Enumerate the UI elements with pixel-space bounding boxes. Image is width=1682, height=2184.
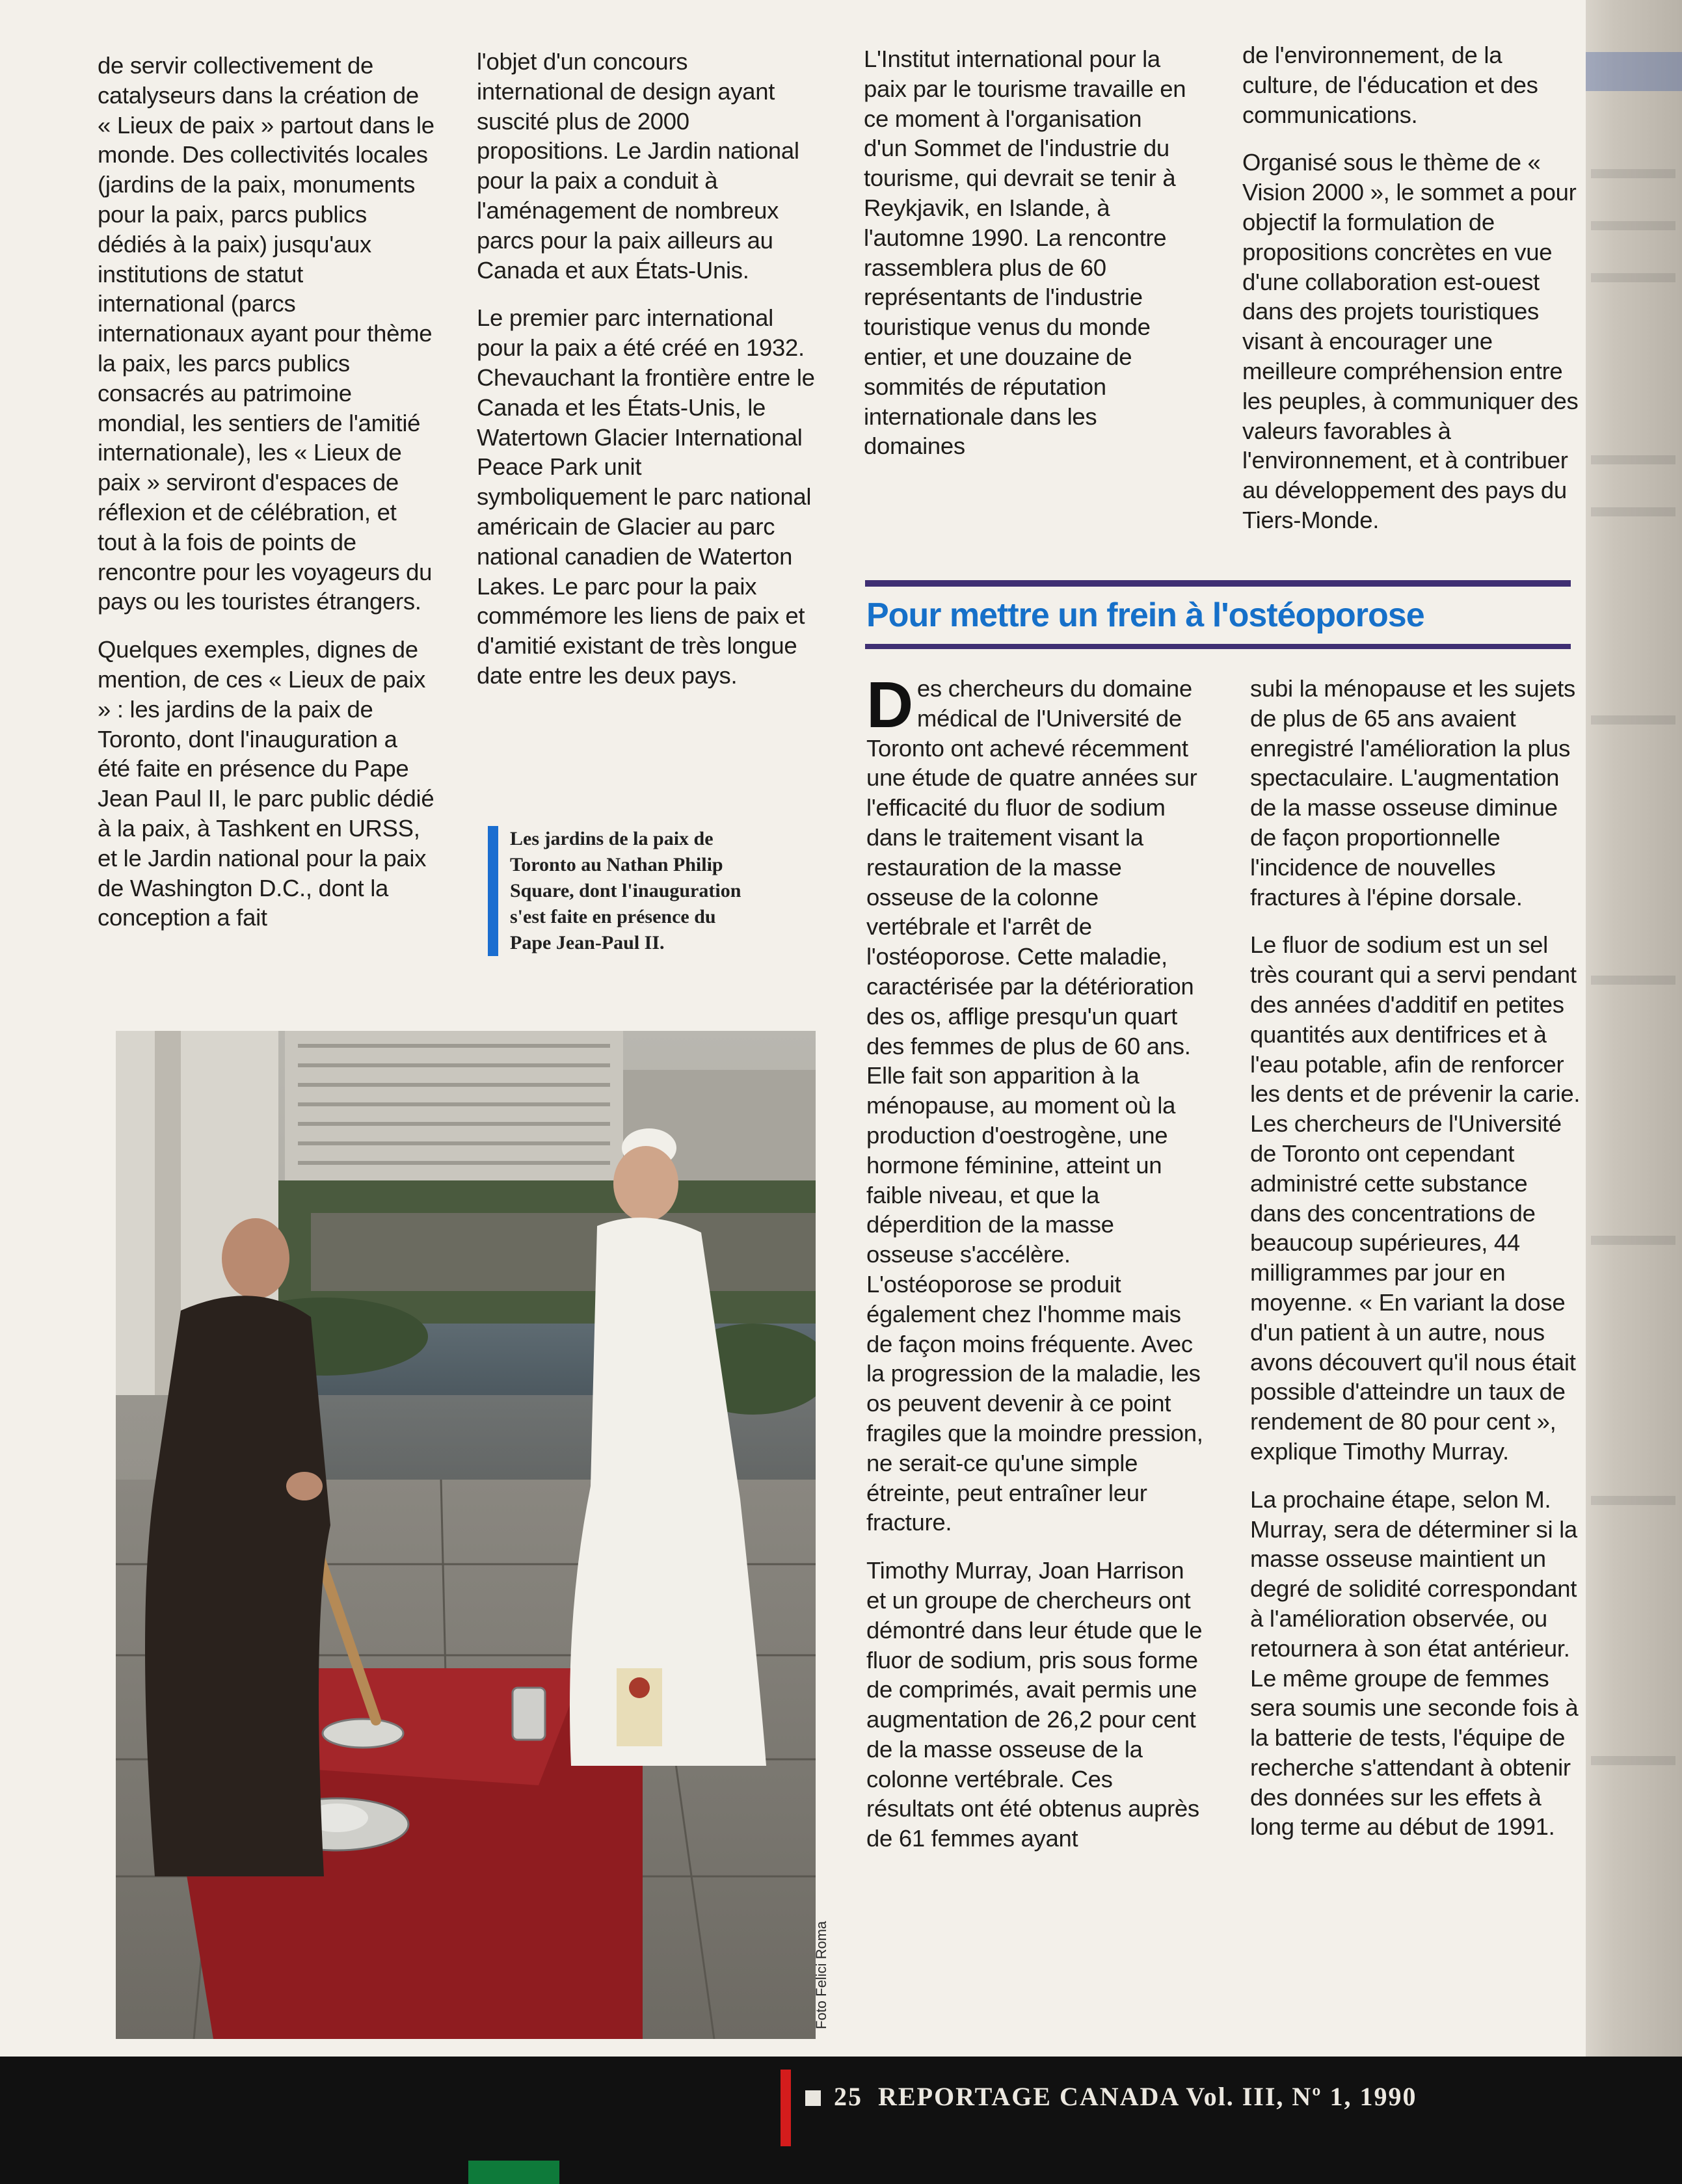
photo-illustration — [116, 1031, 816, 2039]
photo-credit: Foto Felici Roma — [813, 1921, 829, 2029]
next-page-blue-block — [1586, 52, 1682, 91]
paragraph: l'objet d'un concours international de design ayant suscité plus de 2000 propositions. Le Jardin national pour la paix a conduit à l'aménagement de nombreux parcs pour la paix ailleurs au Canada et aux États-Unis. — [477, 48, 799, 284]
paragraph: de l'environnement, de la culture, de l'éducation et des communications. — [1242, 42, 1538, 128]
paragraph: Quelques exemples, dignes de mention, de ces « Lieux de paix » : les jardins de la paix de Toronto, dont l'inauguration a été faite en présence du Pape Jean Paul II, le parc public dédié à la paix, à Tashkent en URSS, et le Jardin national pour la paix de Washington D.C., dont la conception a fait — [98, 636, 434, 931]
next-page-text-line — [1591, 715, 1675, 725]
footer-folio — [834, 2081, 1417, 2112]
footer-red-mark — [781, 2070, 791, 2146]
paragraph-text: es chercheurs du domaine médical de l'Université de Toronto ont achevé récemment une étude de quatre années sur l'efficacité du fluor de sodium dans le traitement visant la restauration de la masse osseuse de la colonne vertébrale et l'arrêt de l'ostéoporose. Cette maladie, caractérisée par la détérioration des os, afflige presqu'un quart des femmes de plus de 60 ans. Elle fait son apparition à la ménopause, au moment où la production d'oestrogène, une hormone féminine, atteint un faible niveau, et que la déperdition de la masse osseuse s'accélère. L'ostéoporose se produit également chez l'homme mais de façon moins fréquente. Avec la progression de la maladie, les os peuvent devenir à ce point fragiles que la moindre pression, ne serait-ce qu'une simple étreinte, peut entraîner leur fracture. — [866, 675, 1203, 1536]
next-page-text-line — [1591, 273, 1675, 282]
article-column-2 — [1250, 674, 1582, 1842]
next-page-text-line — [1591, 976, 1675, 985]
next-page-text-line — [1591, 1496, 1675, 1505]
photo-caption: Les jardins de la paix de Toronto au Nathan Philip Square, dont l'inauguration s'est faite en présence du Pape Jean-Paul II. — [488, 826, 744, 956]
text-column-2 — [477, 47, 815, 691]
publication-title: REPORTAGE CANADA Vol. III, Nº 1, 1990 — [878, 2082, 1417, 2111]
paragraph: Le fluor de sodium est un sel très courant qui a servi pendant des années d'additif en petites quantités aux dentifrices et à l'eau potable, afin de renforcer les dents et de prévenir la carie. Les chercheurs de l'Université de Toronto ont cependant administré cette substance dans des concentrations de beaucoup supérieures, 44 milligrammes par jour en moyenne. « En variant la dose d'un patient à un autre, nous avons découvert qu'il nous était possible d'atteindre un taux de rendement de 80 pour cent », explique Timothy Murray. — [1250, 931, 1581, 1465]
footer-band — [0, 2057, 1682, 2184]
next-page-text-line — [1591, 1756, 1675, 1765]
text-column-1 — [98, 51, 436, 933]
next-page-text-line — [1591, 507, 1675, 516]
paragraph: subi la ménopause et les sujets de plus de 65 ans avaient enregistré l'amélioration la plus spectaculaire. L'augmentation de la masse osseuse diminue de façon proportionnelle l'incidence de nouvelles fractures à l'épine dorsale. — [1250, 675, 1575, 911]
green-tab — [468, 2161, 559, 2184]
headline-rule-top — [865, 580, 1571, 587]
page-number: 25 — [834, 2082, 862, 2111]
article-column-1 — [866, 669, 1205, 1854]
paragraph: Timothy Murray, Joan Harrison et un groupe de chercheurs ont démontré dans leur étude que le fluor de sodium, pris sous forme de comprimés, avait permis une augmentation de 26,2 pour cent de la masse osseuse de la colonne vertébrale. Ces résultats ont été obtenus auprès de 61 femmes ayant — [866, 1557, 1203, 1852]
footer-square-bullet — [805, 2090, 821, 2106]
photo-peace-garden-ceremony — [116, 1031, 816, 2039]
paragraph: Organisé sous le thème de « Vision 2000 », le sommet a pour objectif la formulation de propositions concrètes en vue d'une collaboration est-ouest dans des projets touristiques visant à encourager une meilleure compréhension entre les peuples, à communiquer des valeurs favorables à l'environnement, et à contribuer au développement des pays du Tiers-Monde. — [1242, 149, 1579, 533]
paragraph: La prochaine étape, selon M. Murray, sera de déterminer si la masse osseuse maintient un degré de solidité correspondant à l'amélioration observée, ou retournera à son état antérieur. Le même groupe de femmes sera soumis une seconde fois à la batterie de tests, l'équipe de recherche s'attendant à obtenir des données sur les effets à long terme au début de 1991. — [1250, 1485, 1579, 1841]
next-page-text-line — [1591, 1236, 1675, 1245]
paragraph: de servir collectivement de catalyseurs dans la création de « Lieux de paix » partout dans le monde. Des collectivités locales (jardins de la paix, monuments pour la paix, parcs publics dédiés à la paix) jusqu'aux institutions de statut international (parcs internationaux ayant pour thème la paix, les parcs publics consacrés au patrimoine mondial, les sentiers de l'amitié internationale), les « Lieux de paix » serviront d'espaces de réflexion et de célébration, et tout à la fois de points de rencontre pour les voyageurs du pays ou les touristes étrangers. — [98, 52, 434, 615]
next-page-text-line — [1591, 169, 1675, 178]
headline-rule-bottom — [865, 644, 1571, 649]
paragraph: Le premier parc international pour la paix a été créé en 1932. Chevauchant la frontière entre le Canada et les États-Unis, le Watertown Glacier International Peace Park unit symboliquement le parc national américain de Glacier au parc national canadien de Waterton Lakes. Le parc pour la paix commémore les liens de paix et d'amitié existant de très longue date entre les deux pays. — [477, 304, 815, 689]
next-page-text-line — [1591, 221, 1675, 230]
next-page-edge — [1586, 0, 1682, 2057]
text-column-3 — [864, 44, 1189, 461]
text-column-4 — [1242, 40, 1581, 535]
paragraph: L'Institut international pour la paix par le tourisme travaille en ce moment à l'organisation d'un Sommet de l'industrie du tourisme, qui devrait se tenir à Reykjavik, en Islande, à l'automne 1990. La rencontre rassemblera plus de 60 représentants de l'industrie touristique venus du monde entier, et une douzaine de sommités de réputation internationale dans les domaines — [864, 46, 1186, 460]
drop-cap: D — [866, 669, 913, 741]
next-page-text-line — [1591, 455, 1675, 464]
article-headline: Pour mettre un frein à l'ostéoporose — [866, 596, 1424, 634]
paragraph — [866, 669, 1205, 1538]
